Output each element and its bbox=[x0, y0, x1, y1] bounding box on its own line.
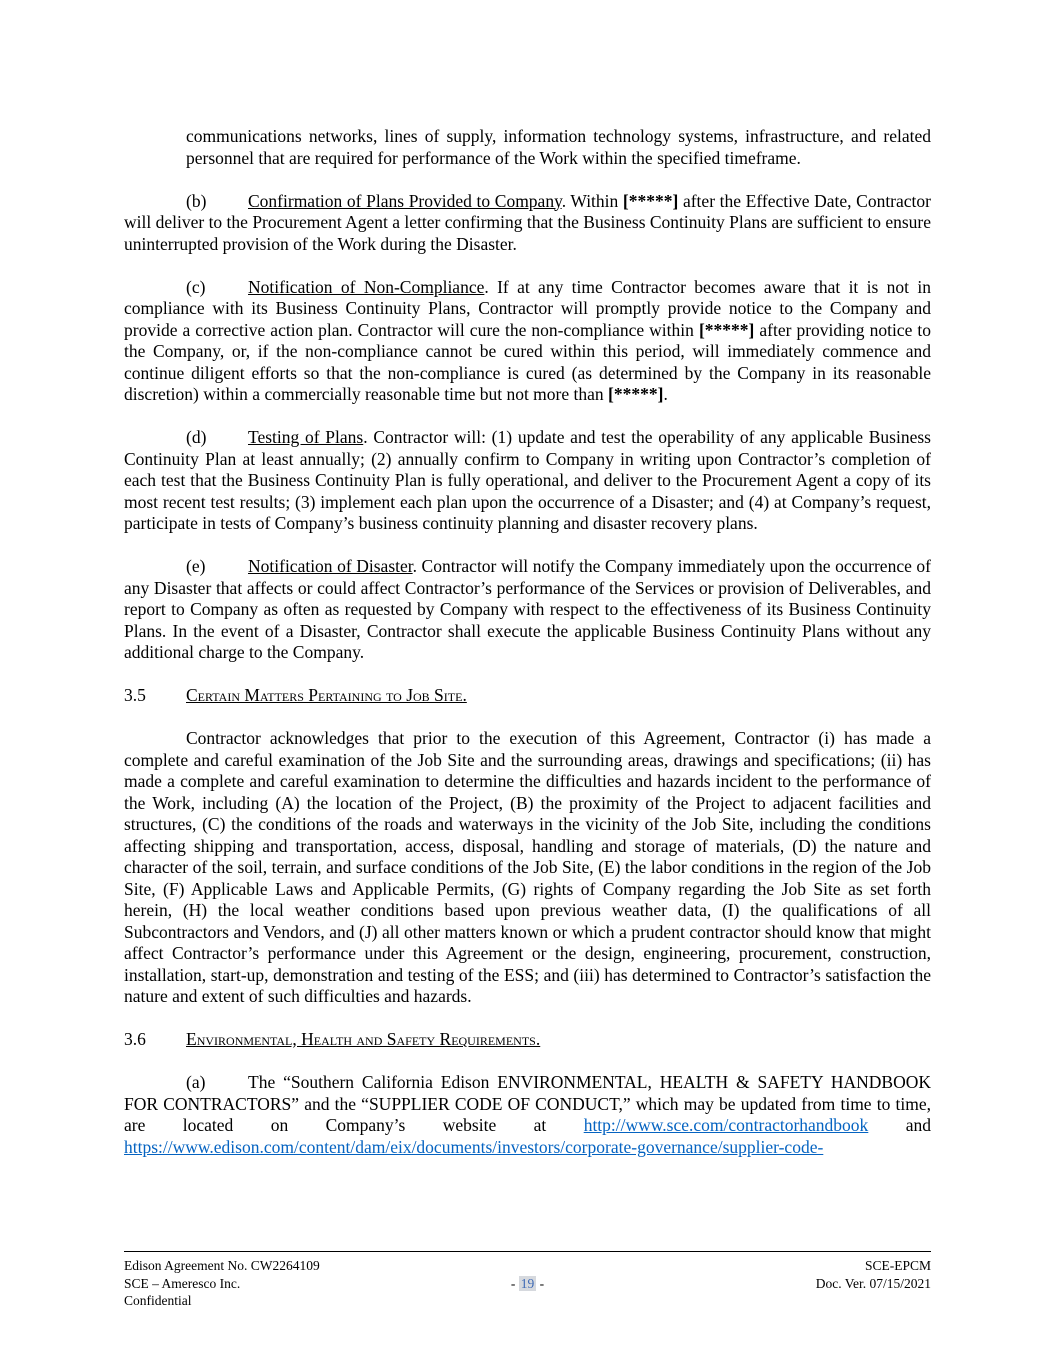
paragraph-clause-c bbox=[124, 277, 931, 406]
footer-confidential-label: Confidential bbox=[124, 1293, 192, 1308]
page-number-field: 19 bbox=[520, 1275, 535, 1291]
clause-heading: Notification of Non-Compliance bbox=[248, 276, 485, 297]
section-number: 3.6 bbox=[124, 1029, 146, 1049]
page-number-prefix: - bbox=[510, 1275, 519, 1291]
text-run: . If at any time Contractor becomes aware that it is not in compliance with its Business Continuity Plans, Contractor will promptly provide notice to the Company and provide a corrective action plan. Contractor will cure the non-compliance within bbox=[124, 276, 931, 340]
section-heading-3-6 bbox=[124, 1029, 931, 1051]
clause-heading: Notification of Disaster bbox=[248, 556, 413, 576]
footer-center-block bbox=[398, 1257, 656, 1310]
paragraph-section-3-5-body bbox=[124, 728, 931, 1008]
list-label-e: (e) bbox=[186, 556, 206, 576]
section-heading-3-5 bbox=[124, 685, 931, 707]
clause-heading: Testing of Plans bbox=[248, 427, 364, 447]
redacted-value: [*****] bbox=[698, 319, 755, 340]
clause-heading: Confirmation of Plans Provided to Company bbox=[248, 190, 562, 211]
text-run: communications networks, lines of supply, information technology systems, infrastructure, and related personnel that are required for performance of the Work within the specified timeframe. bbox=[186, 126, 931, 168]
section-title: Certain Matters Pertaining to Job Site. bbox=[186, 685, 467, 705]
list-label-a: (a) bbox=[186, 1072, 206, 1092]
text-run: . Within bbox=[561, 190, 623, 211]
footer-doc-version: Doc. Ver. 07/15/2021 bbox=[815, 1275, 931, 1291]
redacted-value: [*****] bbox=[622, 190, 679, 211]
text-run: after providing notice to the Company, or, if the non-compliance cannot be cured within this period, will immediately commence and continue diligent efforts so that the non-compliance is cured (as determined by the Company in its reasonable discretion) within a commercially reasonable time but not more than bbox=[124, 319, 931, 404]
list-label-d: (d) bbox=[186, 427, 207, 447]
paragraph-clause-d bbox=[124, 427, 931, 535]
paragraph-continuation bbox=[186, 126, 931, 169]
page-number-suffix: - bbox=[536, 1275, 545, 1291]
contractor-handbook-link[interactable]: http://www.sce.com/contractorhandbook bbox=[583, 1115, 869, 1135]
text-run: . Contractor will notify the Company immediately upon the occurrence of any Disaster that affects or could affect Contractor’s performance of the Services or provision of Deliverables, and report to Company as often as requested by Company with respect to the effectiveness of its Business Continuity Plans. In the event of a Disaster, Contractor shall execute the applicable Business Continuity Plans without any additional charge to the Company. bbox=[124, 556, 931, 662]
paragraph-clause-b bbox=[124, 191, 931, 256]
footer-parties: SCE – Ameresco Inc. bbox=[124, 1275, 241, 1291]
page-number-line bbox=[398, 1275, 656, 1293]
paragraph-clause-3-6-a bbox=[124, 1072, 931, 1158]
text-run: Contractor acknowledges that prior to the execution of this Agreement, Contractor (i) has made a complete and careful examination of the Job Site and the surrounding areas, drawings and specifications; (ii) has made a complete and careful examination to determine the difficulties and hazards incident to the performance of the Work, including (A) the location of the Project, (B) the proximity of the Project to adjacent facilities and structures, (C) the conditions of the roads and waterways in the vicinity of the Job Site, including the conditions affecting shipping and transportation, access, disposal, handling and storage of materials, (D) the nature and character of the soil, terrain, and surface conditions of the Job Site, (E) the labor conditions in the region of the Job Site, (F) Applicable Laws and Applicable Permits, (G) rights of Company regarding the Job Site as set forth herein, (H) the local weather conditions based upon previous weather data, (I) the qualifications of all Subcontractors and Vendors, and (J) all other matters known or which a prudent contractor should know that might affect Contractor’s performance under this Agreement or the design, engineering, procurement, construction, installation, start-up, demonstration and testing of the ESS; and (iii) has determined to Contractor’s satisfaction the nature and extent of such difficulties and hazards. bbox=[124, 728, 931, 1006]
text-run: . Contractor will: (1) update and test the operability of any applicable Business Continuity Plan at least annually; (2) annually confirm to Company in writing upon Contractor’s completion of each test that the Business Continuity Plan is fully operational, and deliver to the Procurement Agent a copy of its most recent test results; (3) implement each plan upon the occurrence of a Disaster; and (4) at Company’s request, participate in tests of Company’s business continuity planning and disaster recovery plans. bbox=[124, 427, 931, 533]
footer-doc-type: SCE-EPCM bbox=[864, 1258, 931, 1273]
text-run: after the Effective Date, Contractor will deliver to the Procurement Agent a letter confirming that the Business Continuity Plans are sufficient to ensure uninterrupted provision of the Work during the Disaster. bbox=[124, 190, 931, 254]
footer-left-block bbox=[124, 1257, 398, 1310]
text-run: . bbox=[663, 384, 668, 404]
redacted-value: [*****] bbox=[608, 384, 664, 404]
section-title: Environmental, Health and Safety Requirements. bbox=[186, 1029, 541, 1049]
page-footer bbox=[124, 1251, 931, 1310]
footer-agreement-number: Edison Agreement No. CW2264109 bbox=[124, 1258, 320, 1273]
section-number: 3.5 bbox=[124, 685, 146, 705]
list-label-c: (c) bbox=[186, 276, 206, 297]
text-run: and bbox=[868, 1115, 931, 1135]
text-run: The “Southern California Edison ENVIRONMENTAL, HEALTH & SAFETY HANDBOOK FOR CONTRACTORS” and the “SUPPLIER CODE OF CONDUCT,” which may be updated from time to time, are located on Company’s website at bbox=[124, 1072, 931, 1135]
footer-right-block bbox=[657, 1257, 931, 1310]
supplier-code-link[interactable]: https://www.edison.com/content/dam/eix/documents/investors/corporate-governance/supplier-code- bbox=[124, 1136, 824, 1157]
list-label-b: (b) bbox=[186, 190, 207, 211]
document-content bbox=[124, 126, 931, 1180]
paragraph-clause-e bbox=[124, 556, 931, 664]
